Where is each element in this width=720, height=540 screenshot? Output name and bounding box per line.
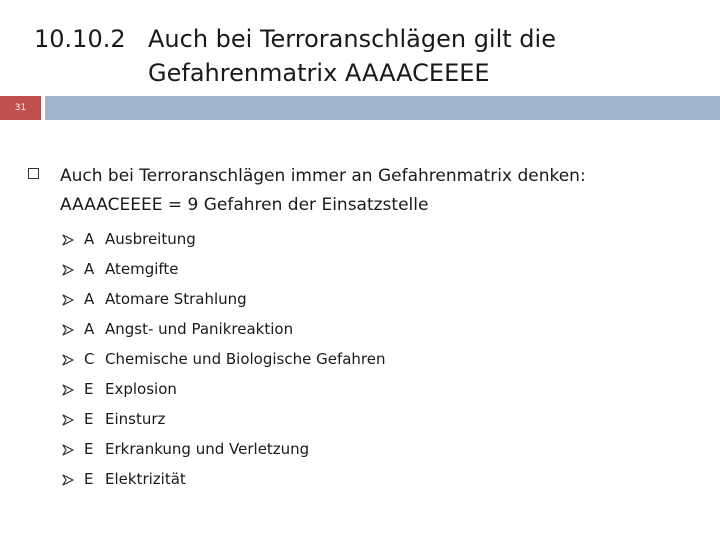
slide-title-line-1: Auch bei Terroranschlägen gilt die xyxy=(148,25,556,53)
arrow-bullet-icon xyxy=(62,324,74,336)
hazard-label: Atomare Strahlung xyxy=(105,290,247,308)
hazard-letter: E xyxy=(84,440,94,458)
hazard-letter: C xyxy=(84,350,95,368)
arrow-bullet-icon xyxy=(62,474,74,486)
hazard-label: Einsturz xyxy=(105,410,166,428)
hazard-letter: A xyxy=(84,230,95,248)
hazard-letter: E xyxy=(84,380,94,398)
arrow-bullet-icon xyxy=(62,384,74,396)
arrow-bullet-icon xyxy=(62,264,74,276)
slide-number: 31 xyxy=(0,96,41,120)
arrow-bullet-icon xyxy=(62,354,74,366)
square-bullet-icon xyxy=(28,168,39,179)
hazard-letter: E xyxy=(84,410,94,428)
hazard-label: Erkrankung und Verletzung xyxy=(105,440,310,458)
section-number: 10.10.2 xyxy=(34,25,126,53)
arrow-bullet-icon xyxy=(62,294,74,306)
slide-title xyxy=(148,22,688,90)
hazard-label: Atemgifte xyxy=(105,260,179,278)
arrow-bullet-icon xyxy=(62,234,74,246)
hazard-letter: A xyxy=(84,290,95,308)
main-bullet-line-2: AAAACEEEE = 9 Gefahren der Einsatzstelle xyxy=(60,195,429,215)
hazard-label: Ausbreitung xyxy=(105,230,196,248)
slide-title-line-2: Gefahrenmatrix AAAACEEEE xyxy=(148,59,490,87)
main-bullet-line-1: Auch bei Terroranschlägen immer an Gefahrenmatrix denken: xyxy=(60,166,586,186)
hazard-letter: E xyxy=(84,470,94,488)
hazard-label: Explosion xyxy=(105,380,177,398)
arrow-bullet-icon xyxy=(62,414,74,426)
arrow-bullet-icon xyxy=(62,444,74,456)
header-divider-bar xyxy=(45,96,720,120)
hazard-letter: A xyxy=(84,260,95,278)
hazard-label: Chemische und Biologische Gefahren xyxy=(105,350,386,368)
main-bullet-text xyxy=(60,162,700,220)
hazard-label: Angst- und Panikreaktion xyxy=(105,320,294,338)
hazard-label: Elektrizität xyxy=(105,470,186,488)
hazard-letter: A xyxy=(84,320,95,338)
